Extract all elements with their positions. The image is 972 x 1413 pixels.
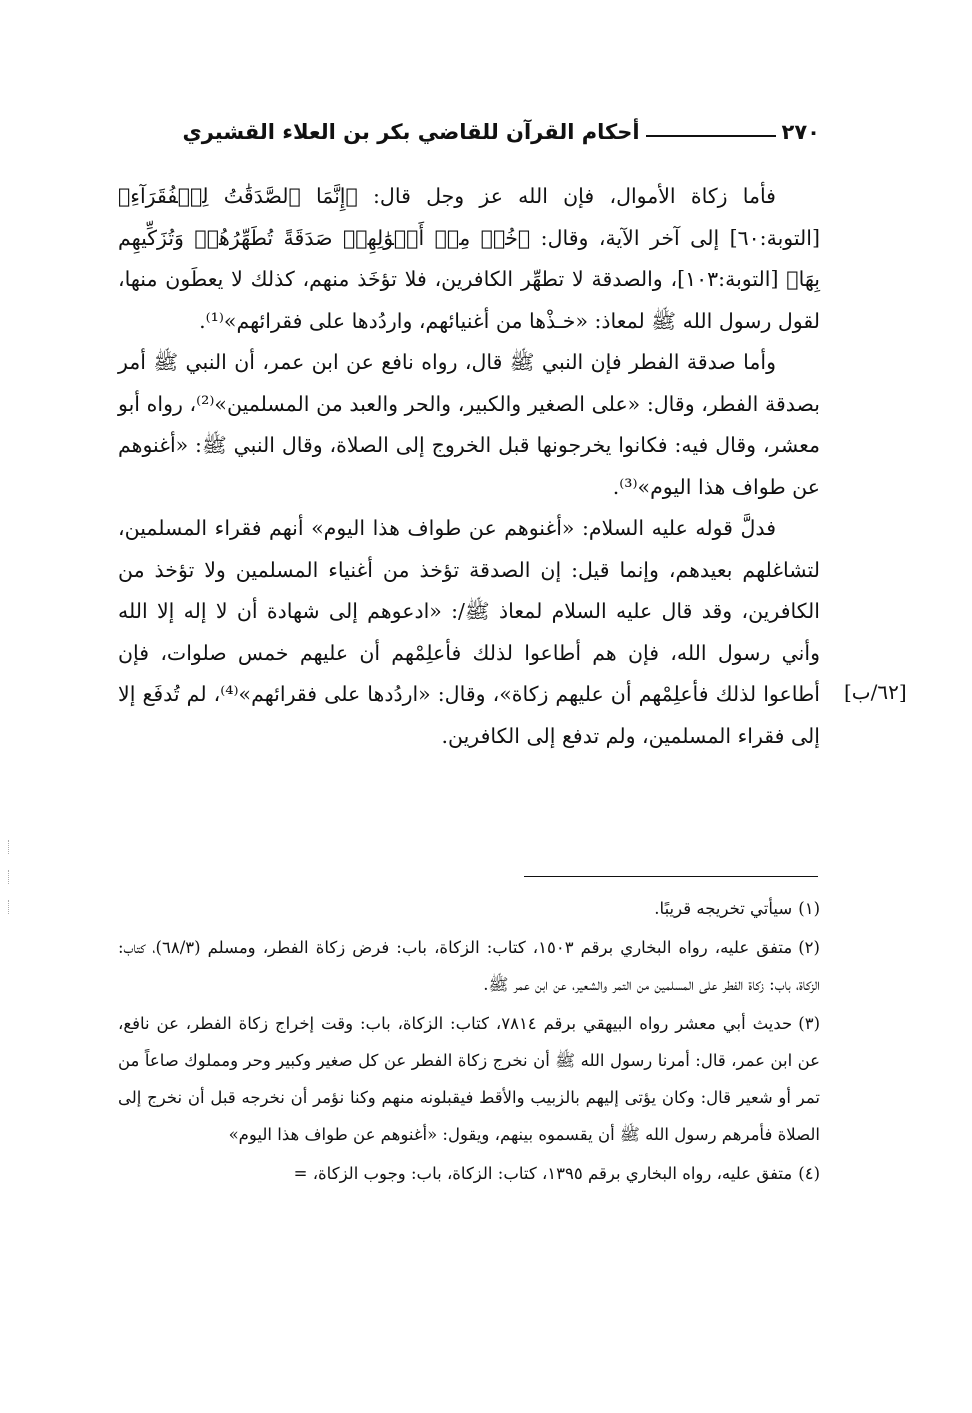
footnote-text: متفق عليه، رواه البخاري برقم ١٥٠٣، كتاب: الزكاة، باب: فرض زكاة الفطر، ومسلم (٦٨/٣)، كتاب: الزكاة، باب: زكاة الفطر على المسلمين من التمر والشعير، عن ابن عمر ﷺ. <box>118 938 820 994</box>
paragraph-3: فدلَّ قوله عليه السلام: «أغنوهم عن طواف هذا اليوم» أنهم فقراء المسلمين، لتشاغلهم بعيدهم، وإنما قيل: إن الصدقة تؤخذ من أغنياء المسلمين ولا تؤخذ من الكافرين، وقد قال عليه السلام لمعاذ ﷺ/: «ادعوهم إلى شهادة أن لا إله إلا الله وأني رسول الله، فإن هم أطاعوا لذلك فأعلِمْهم أن عليهم خمس صلوات، فإن أطاعوا لذلك فأعلِمْهم أن عليهم زكاة»، وقال: «اردُدها على فقرائهم»⁽⁴⁾، لم تُدفَع إلا إلى فقراء المسلمين، ولم تدفع إلى الكافرين. <box>118 516 821 748</box>
footnote-mark: (٤) <box>798 1164 820 1183</box>
manuscript-folio-note: [٦٢/ب] <box>844 680 907 704</box>
page-number: ٢٧٠ <box>781 120 820 144</box>
footnote-1 <box>118 890 820 927</box>
paragraph-2: وأما صدقة الفطر فإن النبي ﷺ قال، رواه نافع عن ابن عمر، أن النبي ﷺ أمر بصدقة الفطر، وقال: «على الصغير والكبير، والحر والعبد من المسلمين»⁽²⁾، رواه أبو معشر، وقال فيه: فكانوا يخرجونها قبل الخروج إلى الصلاة، وقال النبي ﷺ: «أغنوهم عن طواف هذا اليوم»⁽³⁾. <box>118 350 820 499</box>
footnote-mark: (٣) <box>798 1014 820 1033</box>
footnote-mark: (٢) <box>798 938 820 957</box>
footnote-text: سيأتي تخريجه قريبًا. <box>654 899 793 918</box>
footnote-3 <box>118 1005 820 1153</box>
footnote-4 <box>118 1155 820 1192</box>
binding-mark <box>8 870 9 884</box>
footnote-separator <box>524 876 818 877</box>
binding-mark <box>8 900 9 914</box>
footnote-text: حديث أبي معشر رواه البيهقي برقم ٧٨١٤، كتاب: الزكاة، باب: وقت إخراج زكاة الفطر، عن نافع، عن ابن عمر، قال: أمرنا رسول الله ﷺ أن نخرج زكاة الفطر عن كل صغير وكبير وحر ومملوك صاعاً من تمر أو شعير قال: وكان يؤتى إليهم بالزبيب والأقط فيقبلونه منهم وكنا نؤمر أن نخرجه قبل أن نخرج إلى الصلاة فأمرهم رسول الله ﷺ أن يقسموه بينهم، ويقول: «أغنوهم عن طواف هذا اليوم» <box>118 1014 820 1144</box>
footnote-2 <box>118 929 820 1003</box>
page-header <box>118 112 820 152</box>
running-title: أحكام القرآن للقاضي بكر بن العلاء القشيري <box>182 120 640 144</box>
paragraph-1: فأما زكاة الأموال، فإن الله عز وجل قال: ﴿إِنَّمَا ٱلصَّدَقَٰتُ لِلۡفُقَرَآءِ﴾ [التوبة:٦٠] إلى آخر الآية، وقال: ﴿خُذۡ مِنۡ أَمۡوَٰلِهِمۡ صَدَقَةً تُطَهِّرُهُمۡ وَتُزَكِّيهِم بِهَا﴾ [التوبة:١٠٣]، والصدقة لا تطهِّر الكافرين، فلا تؤخَذ منهم، كذلك لا يعطَون منها، لقول رسول الله ﷺ لمعاذ: «خـذْها من أغنيائهم، واردُدها على فقرائهم»⁽¹⁾. <box>118 184 821 333</box>
binding-mark <box>8 840 9 854</box>
main-text <box>118 176 820 757</box>
footnote-text: متفق عليه، رواه البخاري برقم ١٣٩٥، كتاب: الزكاة، باب: وجوب الزكاة، = <box>293 1164 793 1183</box>
header-rule <box>646 135 776 137</box>
footnote-mark: (١) <box>798 899 820 918</box>
footnotes <box>118 890 820 1194</box>
